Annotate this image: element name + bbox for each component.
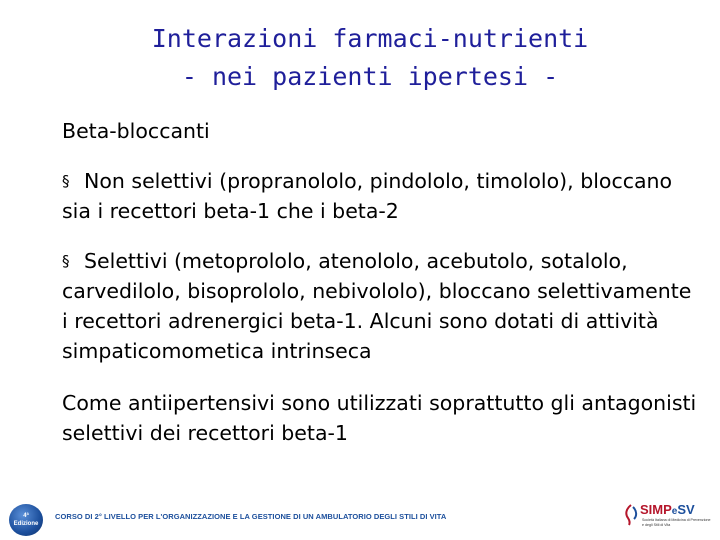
closing-paragraph: Come antiipertensivi sono utilizzati soprattutto gli antagonisti selettivi dei recettori beta-1	[62, 391, 697, 445]
bullet-icon: §	[62, 172, 70, 190]
course-title: CORSO DI 2° LIVELLO PER L'ORGANIZZAZIONE E LA GESTIONE DI UN AMBULATORIO DEGLI STILI DI VITA	[55, 512, 447, 521]
title-line-1: Interazioni farmaci-nutrienti	[151, 24, 589, 53]
bullet-item-selective	[62, 246, 702, 366]
slide-body	[62, 116, 702, 448]
logo-mark-icon	[622, 504, 640, 526]
bullet-item-text: Selettivi (metoprololo, atenololo, acebutolo, sotalolo, carvedilolo, bisoprololo, nebivololo), bloccano selettivamente i recettori adrenergici beta-1. Alcuni sono dotati di attività simpaticomometica intrinseca	[62, 249, 692, 363]
slide-title	[0, 20, 720, 96]
simpesv-logo	[612, 502, 712, 538]
bullet-item-non-selective	[62, 166, 702, 226]
logo-subtitle: Società Italiana di Medicina di Prevenzione e degli Stili di Vita	[642, 518, 711, 527]
logo-wordmark	[640, 502, 695, 517]
edition-badge	[9, 504, 43, 536]
logo-sv: SV	[677, 502, 695, 517]
bullet-item-text: Non selettivi (propranololo, pindololo, timololo), bloccano sia i recettori beta-1 che i beta-2	[62, 169, 673, 223]
logo-simp: SIMP	[640, 502, 672, 517]
edition-number: 4ª	[23, 513, 29, 519]
footer-bar	[0, 500, 720, 540]
bullet-icon: §	[62, 252, 70, 270]
logo-e: e	[671, 506, 678, 517]
edition-label: Edizione	[13, 521, 39, 527]
title-line-2: - nei pazienti ipertesi -	[181, 62, 559, 91]
section-heading: Beta-bloccanti	[62, 119, 210, 143]
